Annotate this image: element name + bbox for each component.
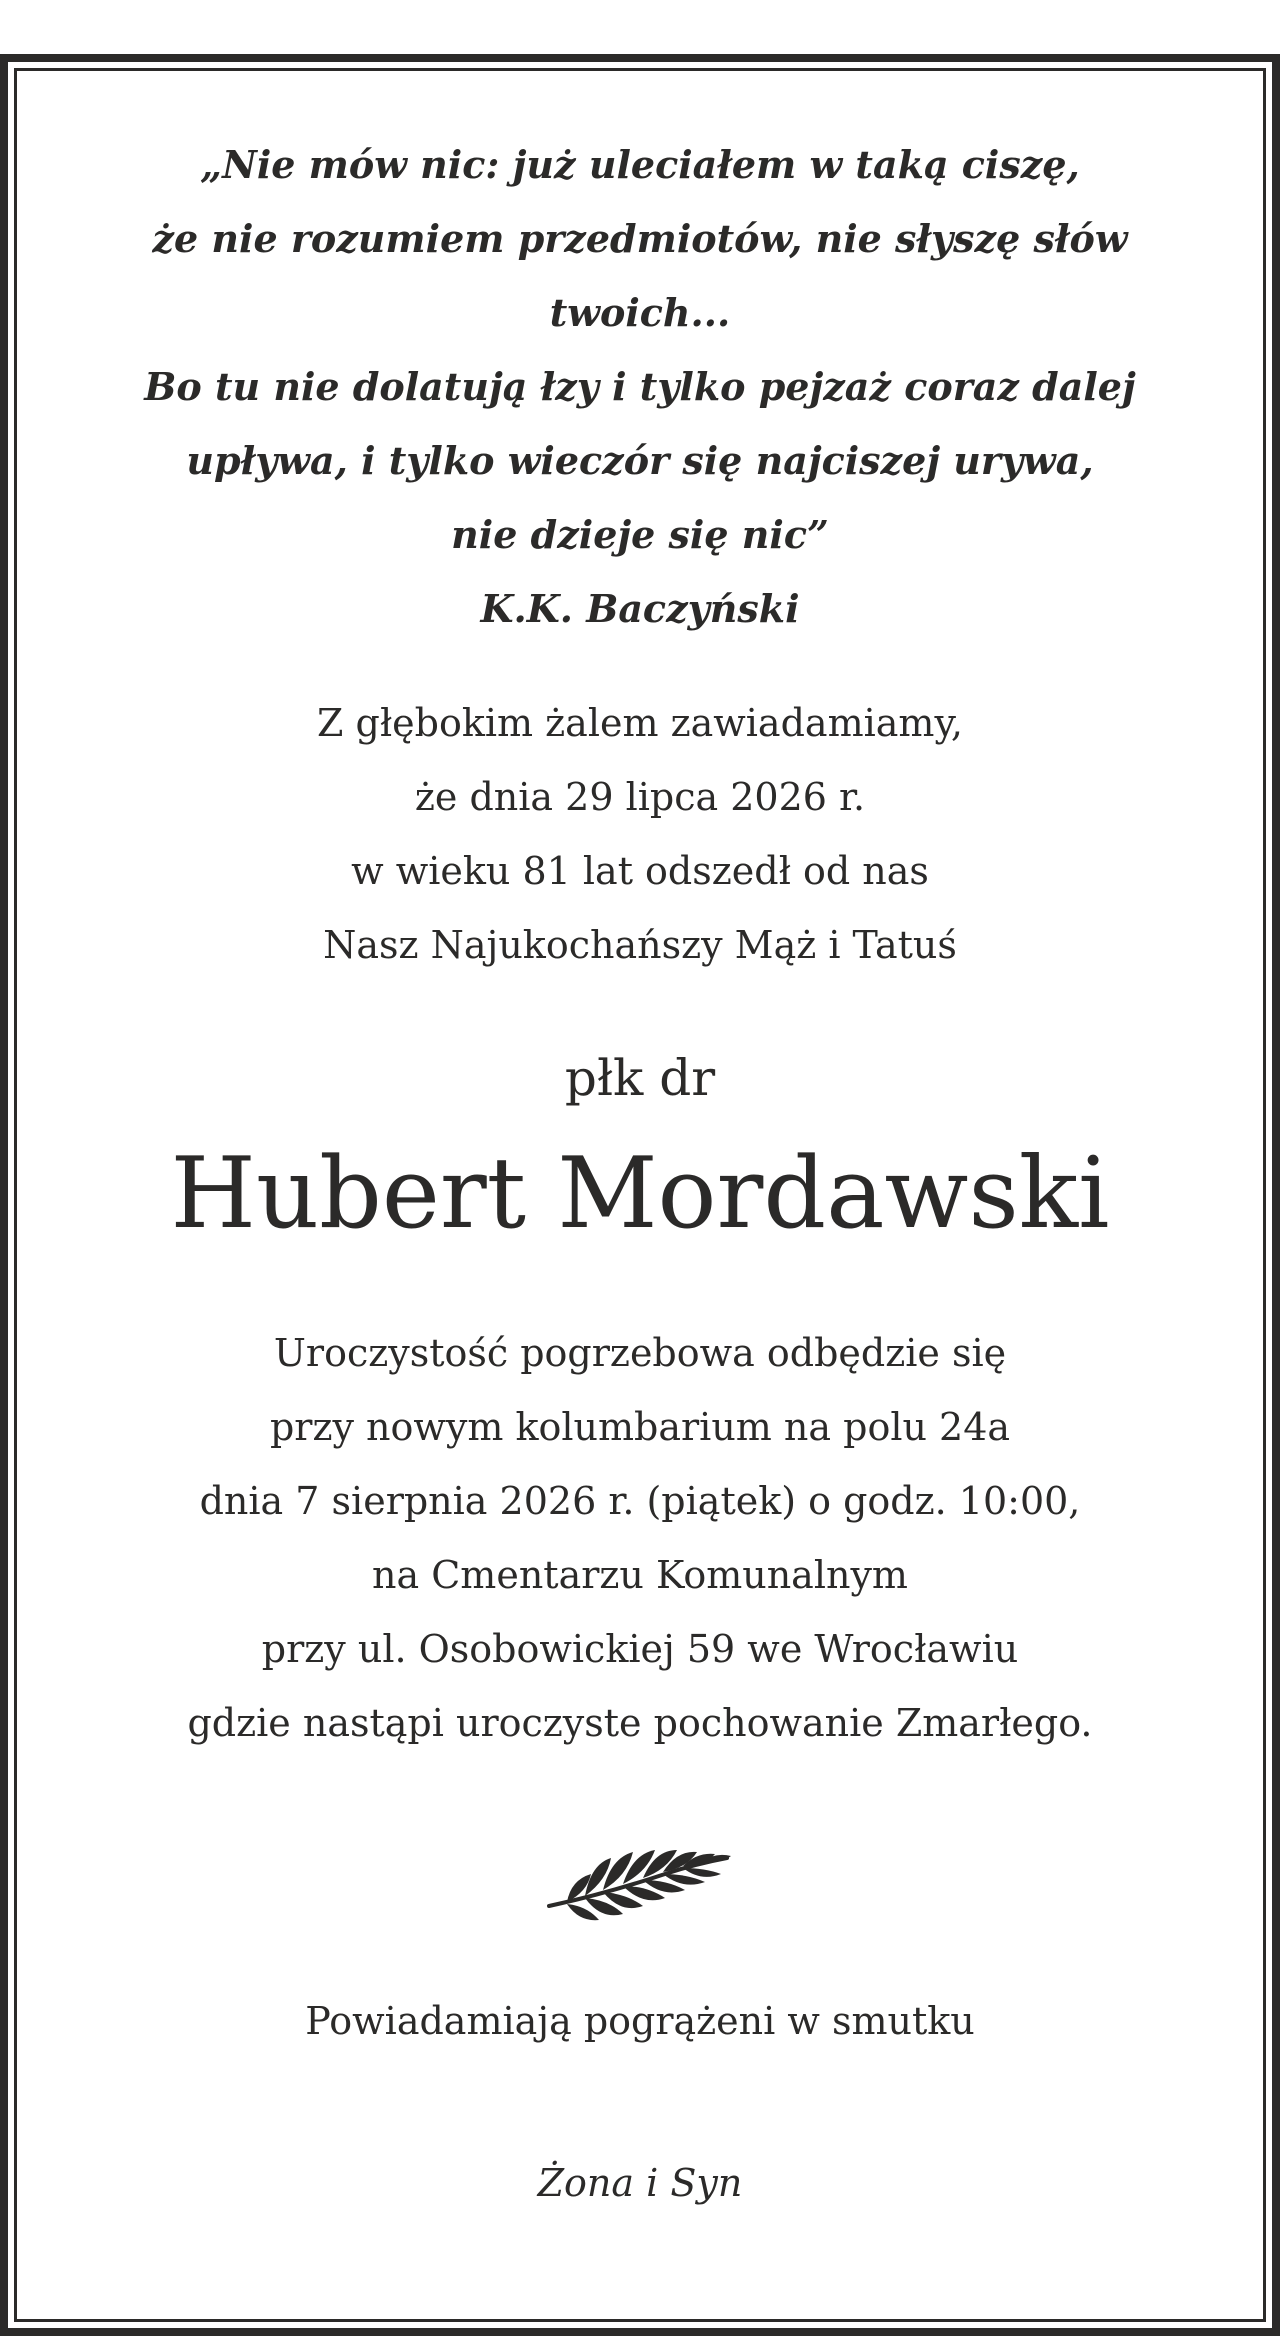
- signature: Żona i Syn: [537, 2161, 743, 2205]
- death-announcement: [40, 686, 1240, 982]
- quote-line: upływa, i tylko wieczór się najciszej urywa,: [186, 438, 1094, 483]
- funeral-details: [40, 1316, 1240, 1760]
- quote-line: nie dzieje się nic”: [451, 512, 829, 557]
- obituary-content: [40, 128, 1240, 2220]
- quote-author: K.K. Baczyński: [480, 586, 800, 631]
- announcement-line: w wieku 81 lat odszedł od nas: [351, 849, 929, 893]
- ceremony-line: przy ul. Osobowickiej 59 we Wrocławiu: [261, 1627, 1019, 1671]
- quote-line: twoich...: [549, 290, 731, 335]
- ceremony-line: na Cmentarzu Komunalnym: [372, 1553, 908, 1597]
- poem-quote: [40, 128, 1240, 572]
- quote-line: „Nie mów nic: już uleciałem w taką ciszę,: [200, 142, 1080, 187]
- closing-notice: Powiadamiają pogrążeni w smutku: [305, 1999, 975, 2043]
- ornament: [40, 1844, 1240, 1924]
- quote-line: Bo tu nie dolatują łzy i tylko pejzaż coraz dalej: [144, 364, 1136, 409]
- deceased-rank: płk dr: [564, 1049, 716, 1107]
- leaf-branch-icon: [545, 1844, 735, 1924]
- ceremony-line: Uroczystość pogrzebowa odbędzie się: [273, 1331, 1007, 1375]
- announcement-line: że dnia 29 lipca 2026 r.: [414, 775, 866, 819]
- ceremony-line: przy nowym kolumbarium na polu 24a: [269, 1405, 1011, 1449]
- deceased-name: Hubert Mordawski: [170, 1137, 1110, 1251]
- announcement-line: Nasz Najukochańszy Mąż i Tatuś: [323, 923, 957, 967]
- ceremony-line: gdzie nastąpi uroczyste pochowanie Zmarłego.: [187, 1701, 1093, 1745]
- ceremony-line: dnia 7 sierpnia 2026 r. (piątek) o godz. 10:00,: [199, 1479, 1081, 1523]
- quote-line: że nie rozumiem przedmiotów, nie słyszę słów: [152, 216, 1128, 261]
- announcement-line: Z głębokim żalem zawiadamiamy,: [317, 701, 963, 745]
